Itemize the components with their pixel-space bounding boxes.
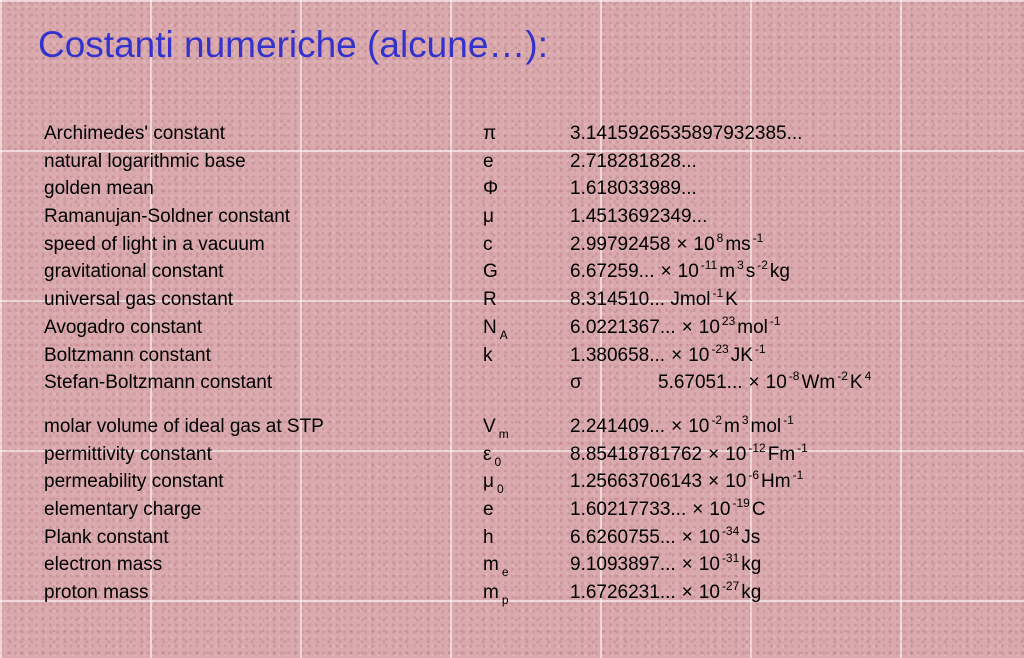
constant-name: universal gas constant	[44, 289, 234, 311]
constant-name: elementary charge	[44, 499, 202, 521]
constant-value: 1.6726231... × 10 $^{-27}$ kg	[570, 579, 762, 604]
slide-title: Costanti numeriche (alcune…):	[38, 24, 548, 65]
constant-value: 2.99792458 × 10 $^8$ ms $^{-1}$	[570, 230, 764, 255]
constant-symbol: c	[483, 233, 493, 255]
constant-value: 1.25663706143 × 10 $^{-6}$ Hm $^{-1}$	[570, 468, 804, 493]
constant-name: speed of light in a vacuum	[44, 233, 265, 255]
constant-name: Ramanujan-Soldner constant	[44, 206, 291, 228]
constant-symbol: h	[483, 526, 494, 548]
constant-name: Plank constant	[44, 526, 169, 548]
constant-value: 8.85418781762 × 10 $^{-12}$ Fm $^{-1}$	[570, 440, 808, 465]
constant-symbol: μ	[483, 206, 494, 228]
constant-symbol: Φ	[483, 178, 499, 200]
constant-name: permittivity constant	[44, 443, 212, 465]
constant-name: proton mass	[44, 582, 149, 604]
constant-symbol: σ	[570, 372, 582, 394]
constant-name: natural logarithmic base	[44, 150, 246, 172]
constant-value: 9.1093897... × 10 $^{-31}$ kg	[570, 551, 762, 576]
constant-name: Avogadro constant	[44, 316, 203, 338]
constant-symbol: R	[483, 289, 497, 311]
constant-symbol: π	[483, 123, 497, 144]
constant-symbol: G	[483, 261, 498, 283]
constant-symbol: ε $_0$	[483, 443, 502, 469]
constant-name: Boltzmann constant	[44, 344, 211, 366]
constant-name: molar volume of ideal gas at STP	[44, 416, 324, 437]
constant-name: gravitational constant	[44, 261, 224, 283]
constant-name: Archimedes' constant	[44, 123, 226, 144]
constant-value: 6.6260755... × 10 $^{-34}$ Js	[570, 523, 761, 548]
constant-name: golden mean	[44, 178, 154, 200]
constant-name: permeability constant	[44, 471, 224, 493]
constant-value: 6.67259... × 10 $^{-11}$ m $^3$ s $^{-2}$ kg	[570, 258, 790, 283]
constant-symbol: e	[483, 499, 494, 521]
constant-value: 1.4513692349...	[570, 206, 708, 228]
constant-symbol: k	[483, 344, 493, 366]
constant-value: 2.718281828...	[570, 150, 697, 172]
constant-symbol: μ $_0$	[483, 471, 504, 497]
constant-symbol: N $_A$	[483, 316, 508, 342]
constant-name: electron mass	[44, 554, 163, 576]
constant-symbol: m $_e$	[483, 554, 509, 580]
constant-value: 3.1415926535897932385...	[570, 123, 803, 144]
constant-value: σ 5.67051... × 10 $^{-8}$ Wm $^{-2}$ K $^4$	[570, 369, 872, 394]
constant-value: 6.0221367... × 10 $^{23}$ mol $^{-1}$	[570, 313, 781, 338]
constant-value: 8.314510... Jmol $^{-1}$ K	[570, 286, 738, 311]
constant-value: 2.241409... × 10 $^{-2}$ m $^3$ mol $^{-1}$	[570, 413, 794, 437]
constant-symbol: m $_p$	[483, 582, 509, 608]
constant-value: 1.60217733... × 10 $^{-19}$ C	[570, 496, 766, 521]
constant-name: Stefan-Boltzmann constant	[44, 372, 273, 394]
constant-symbol: e	[483, 150, 494, 172]
constant-symbol: V $_m$	[483, 416, 509, 441]
constant-value: 1.380658... × 10 $^{-23}$ JK $^{-1}$	[570, 341, 766, 366]
constant-value: 1.618033989...	[570, 178, 697, 200]
